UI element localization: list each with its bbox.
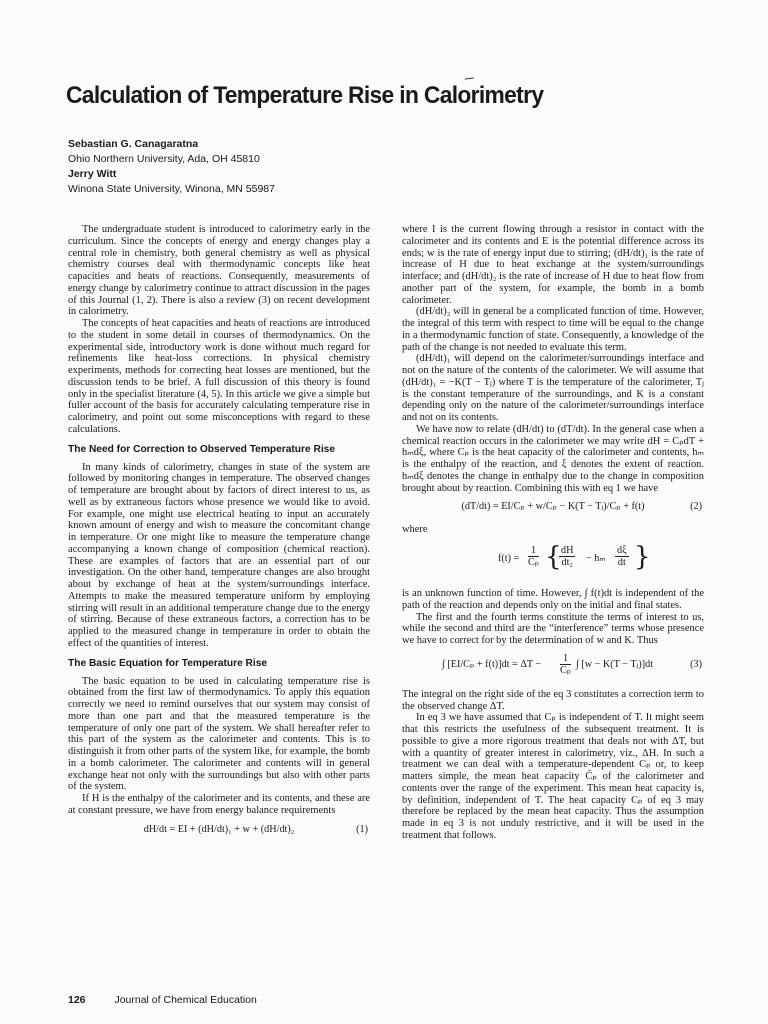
equation-text: (dT/dt) = EI/Cₚ + w/Cₚ − K(T − Tⱼ)/Cₚ + f(t): [461, 501, 645, 513]
article-title: Calculation of Temperature Rise in Calorimetry: [66, 82, 544, 109]
numerator: 1: [560, 653, 571, 665]
paragraph: where I is the current flowing through a resistor in contact with the calorimeter and its contents and E is the potential difference across its ends; w is the rate of energy input due to stirring; (dH/dt)₁ is the rate of increase of H due to heat exchange at the system/surroundings interface; and (dH/dt)₂ is the rate of increase of H due to heat flow from another part of the system, for example, the bomb in a bomb calorimeter.: [402, 224, 704, 306]
paragraph: The integral on the right side of the eq 3 constitutes a correction term to the observed change ΔT.: [402, 688, 704, 712]
numerator: dH: [561, 545, 574, 556]
fraction: [560, 653, 571, 677]
denominator: dt: [617, 557, 626, 568]
equation-number: (2): [690, 501, 702, 513]
author-affiliation: Winona State University, Winona, MN 55987: [68, 183, 275, 195]
equation-term: − hₘ: [586, 553, 606, 564]
paragraph: The first and the fourth terms constitute the terms of interest to us, while the second and third are the “interference” terms whose presence we have to correct for by the determination of w and K. Thus: [402, 611, 704, 646]
fraction: [615, 545, 629, 569]
journal-name: Journal of Chemical Education: [114, 994, 257, 1006]
fraction: [559, 545, 575, 569]
paragraph: We have now to relate (dH/dt) to (dT/dt). In the general case when a chemical reaction occurs in the calorimeter we may write dH = CₚdT + hₘdξ, where Cₚ is the heat capacity of the calorimeter and contents, hₘ is the enthalpy of the reaction, and ξ denotes the extent of reaction. hₘdξ denotes the change in enthalpy due to the change in composition brought about by reaction. Combining this with eq 1 we have: [402, 423, 704, 494]
author-name: Sebastian G. Canagaratna: [68, 138, 199, 150]
author-affiliation: Ohio Northern University, Ada, OH 45810: [68, 153, 260, 165]
equation-2: [402, 501, 704, 515]
section-heading: The Need for Correction to Observed Temperature Rise: [68, 443, 336, 455]
numerator: dξ: [617, 545, 627, 556]
right-brace: }: [634, 542, 651, 572]
left-column: [68, 224, 370, 847]
equation-number: (3): [690, 658, 702, 670]
left-brace: {: [545, 542, 562, 572]
fraction: [528, 545, 539, 569]
paragraph: In many kinds of calorimetry, changes in state of the system are followed by monitoring changes in temperature. The observed changes of temperature are brought about by factors of direct interest to us, as well as by extraneous factors whose presence we would like to avoid. For example, one might use electrical heating to input an accurately known amount of energy and wish to measure the concomitant change in temperature. Or one might like to measure the temperature change accompanying a known change of composition (chemical reaction). These are examples of factors that are an essential part of our investigation. On the other hand, temperature changes are also brought about by exchange of heat at the system/surroundings interface. Attempts to make the measured temperature uniform by employing stirring will result in an additional temperature change due to the energy of stirring. Because of these extraneous factors, a correction has to be applied to the measured change in temperature in order to obtain the effect of the quantities of interest.: [68, 461, 370, 649]
section-heading: The Basic Equation for Temperature Rise: [68, 657, 268, 669]
denominator: Cₚ: [560, 664, 572, 676]
paragraph: If H is the enthalpy of the calorimeter and its contents, and these are at constant pressure, we have from energy balance requirements: [68, 793, 370, 816]
paragraph: (dH/dt)₁ will depend on the calorimeter/surroundings interface and not on the nature of the contents of the calorimeter. We will assume that (dH/dt)₁ = −K(T − Tⱼ) where T is the temperature of the calorimeter, Tⱼ is the constant temperature of the surroundings, and K is a constant depending only on the nature of the calorimeter/surroundings interface and not on its contents.: [402, 353, 704, 423]
paragraph: (dH/dt)₂ will in general be a complicated function of time. However, the integral of this term with respect to time will be equal to the change in a thermodynamic function of state. Consequently, a knowledge of the path of the change is not needed to evaluate this term.: [402, 306, 704, 353]
numerator: 1: [528, 545, 539, 557]
equation-number: (1): [356, 823, 368, 835]
equation-text: ∫ [w − K(T − Tⱼ)]dt: [576, 658, 654, 670]
author-name: Jerry Witt: [68, 168, 117, 180]
paragraph: The basic equation to be used in calculating temperature rise is obtained from the first law of thermodynamics. To apply this equation correctly we need to remind ourselves that our system may consist of more than one part and that the measured temperature is the temperature of only one part of the system. We shall hereafter refer to this part of the system as the calorimeter and contents. This is to distinguish it from other parts of the system like, for example, the bomb in a bomb calorimeter. The calorimeter and contents will in general exchange heat not only with the surroundings but also with other parts of the system.: [68, 675, 370, 793]
denominator: Cₚ: [528, 557, 540, 568]
denominator: dt₂: [561, 557, 573, 568]
where-label: where: [402, 524, 428, 536]
equation-text: dH/dt = EI + (dH/dt)₁ + w + (dH/dt)₂: [143, 823, 295, 835]
paragraph: is an unknown function of time. However, ∫ f(t)dt is independent of the path of the reaction and depends only on the initial and final states.: [402, 588, 704, 611]
equation-text: ∫ [EI/Cₚ + f(t)]dt = ΔT −: [442, 658, 542, 670]
paragraph: In eq 3 we have assumed that Cₚ is independent of T. It might seem that this restricts the usefulness of the subsequent treatment. It is possible to give a more rigorous treatment that deals not with ΔT, but with a quantity of greater interest in calorimetry, viz., ΔH. In such a treatment we can deal with a temperature-dependent Cₚ or, to keep matters simple, the mean heat capacity C̄ₚ of the calorimeter and contents over the range of the experiment. This mean heat capacity is, by definition, independent of T. The heat capacity Cₚ of eq 3 may therefore be replaced by the mean heat capacity. Thus the assumption made in eq 3 is not unduly restrictive, and it will be used in the treatment that follows.: [402, 712, 704, 841]
paragraph: The undergraduate student is introduced to calorimetry early in the curriculum. Since the concepts of energy and energy changes play a central role in chemistry, both general chemistry as well as physical chemistry courses deal with thermodynamic concepts like heat capacities and heats of reactions. Consequently, measurements of energy change by calorimetry continue to attract discussion in the pages of this Journal (1, 2). There is also a review (3) on recent development in calorimetry.: [68, 224, 370, 318]
equation-3: [402, 653, 704, 679]
equation-lhs: f(t) =: [498, 553, 520, 564]
equation-1: [68, 824, 370, 838]
paragraph: The concepts of heat capacities and heats of reactions are introduced to the student in some detail in courses of thermodynamics. On the experimental side, introductory work is done without much regard for refinements like heat-loss corrections. In physical chemistry experiments, methods for correcting heat losses are mentioned, but the discussion tends to be brief. A full discussion of this theory is found only in the specialist literature (4, 5). In this article we give a simple but fuller account of the basis for accurately calculating temperature rise in calorimetry, and point out some misconceptions with regard to these calculations.: [68, 318, 370, 435]
page-footer: [68, 994, 257, 1006]
right-column: [402, 224, 704, 842]
f-definition-equation: [402, 542, 704, 578]
page-number: 126: [68, 994, 86, 1006]
